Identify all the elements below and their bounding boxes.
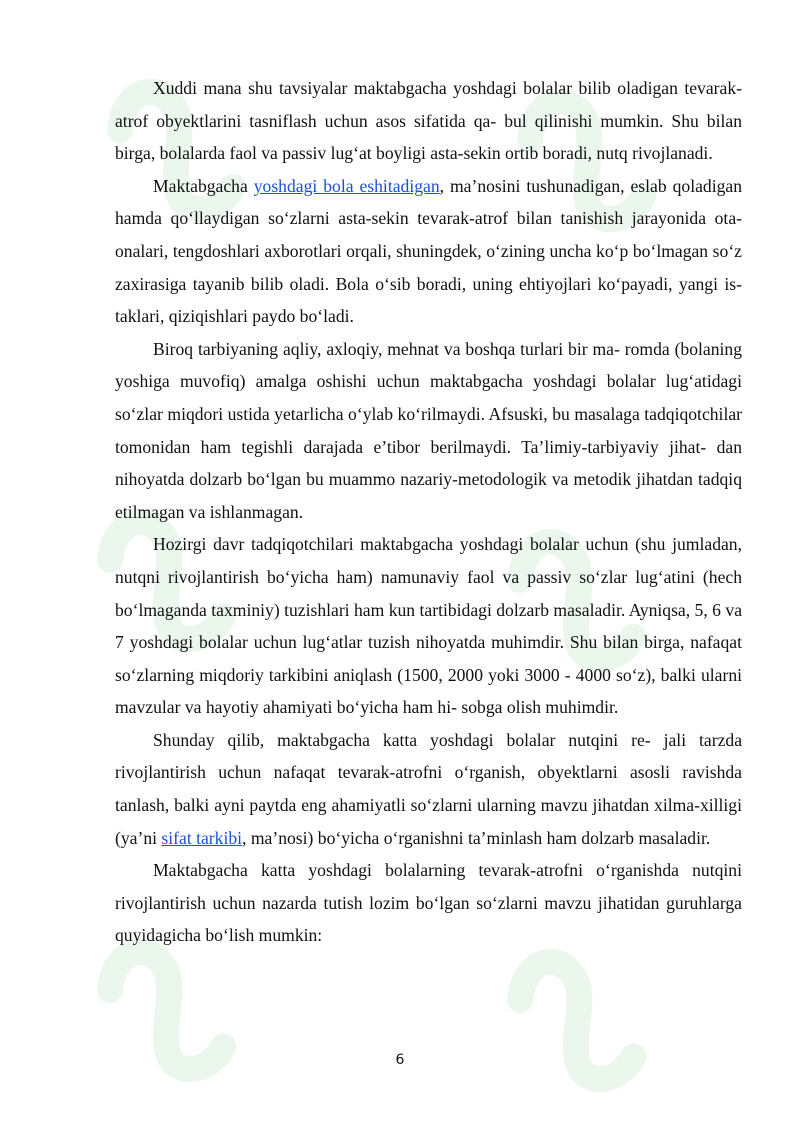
paragraph-5-before: Shunday qilib, maktabgacha katta yoshdagi bolalar nutqini re- jali tarzda rivojlantirish uchun nafaqat tevarak-atrofni o‘rganish, obyektlarni asosli ravishda tanlash, balki ayni paytda eng ahamiyatli so‘zlarni ularning mavzu jihatdan xilma-xilligi (ya’ni: [115, 729, 742, 848]
paragraph-2: [115, 170, 742, 333]
page-body: [115, 72, 742, 952]
page-number: 6: [395, 1052, 405, 1068]
paragraph-4: Hozirgi davr tadqiqotchilari maktabgacha yoshdagi bolalar uchun (shu jumladan, nutqni rivojlantirish bo‘yicha ham) namunaviy faol va passiv so‘zlar lug‘atini (hech bo‘lmaganda taxminiy) tuzishlari ham kun tartibidagi dolzarb masaladir. Ayniqsa, 5, 6 va 7 yoshdagi bolalar uchun lug‘atlar tuzish nihoyatda muhimdir. Shu bilan birga, nafaqat so‘zlarning miqdoriy tarkibini aniqlash (1500, 2000 yoki 3000 - 4000 so‘z), balki ularni mavzular va hayotiy ahamiyati bo‘yicha ham hi- sobga olish muhimdir.: [115, 534, 742, 718]
paragraph-1: Xuddi mana shu tavsiyalar maktabgacha yoshdagi bolalar bilib oladigan tevarak-atrof obyektlarini tasniflash uchun asos sifatida qa- bul qilinishi mumkin. Shu bilan birga, bolalarda faol va passiv lug‘at boyligi asta-sekin ortib boradi, nutq rivojlanadi.: [115, 78, 742, 164]
paragraph-5-after: , ma’nosi) bo‘yicha o‘rganishni ta’minlash ham dolzarb masaladir.: [242, 827, 711, 848]
paragraph-2-before: Maktabgacha: [153, 175, 254, 196]
paragraph-5: [115, 724, 742, 854]
paragraph-2-after: , ma’nosini tushunadigan, eslab qoladigan hamda qo‘llaydigan so‘zlarni asta-sekin tevarak-atrof bilan tanishish jarayonida ota-onalari, tengdoshlari axborotlari orqali, shuningdek, o‘zining uncha ko‘p bo‘lmagan so‘z zaxirasiga tayanib bilib oladi. Bola o‘sib boradi, uning ehtiyojlari ko‘payadi, yangi is- taklari, qiziqishlari paydo bo‘ladi.: [115, 175, 742, 327]
link-sifat-tarkibi[interactable]: sifat tarkibi: [161, 827, 243, 848]
watermark-logo-bottom-right: [506, 952, 645, 1091]
paragraph-3: Biroq tarbiyaning aqliy, axloqiy, mehnat va boshqa turlari bir ma- romda (bolaning yoshiga muvofiq) amalga oshishi uchun maktabgacha yoshdagi bolalar lug‘atidagi so‘zlar miqdori ustida yetarlicha o‘ylab ko‘rilmaydi. Afsuski, bu masalaga tadqiqotchilar tomonidan ham tegishli darajada e’tibor berilmaydi. Ta’limiy-tarbiyaviy jihat- dan nihoyatda dolzarb bo‘lgan bu muammo nazariy-metodologik va metodik jihatdan tadqiq etilmagan va ishlanmagan.: [115, 338, 742, 522]
link-yoshdagi-bola-eshitadigan[interactable]: yoshdagi bola eshitadigan: [253, 175, 440, 196]
paragraph-6: Maktabgacha katta yoshdagi bolalarning tevarak-atrofni o‘rganishda nutqini rivojlantirish uchun nazarda tutish lozim bo‘lgan so‘zlarni mavzu jihatidan guruhlarga quyidagicha bo‘lish mumkin:: [115, 860, 742, 946]
